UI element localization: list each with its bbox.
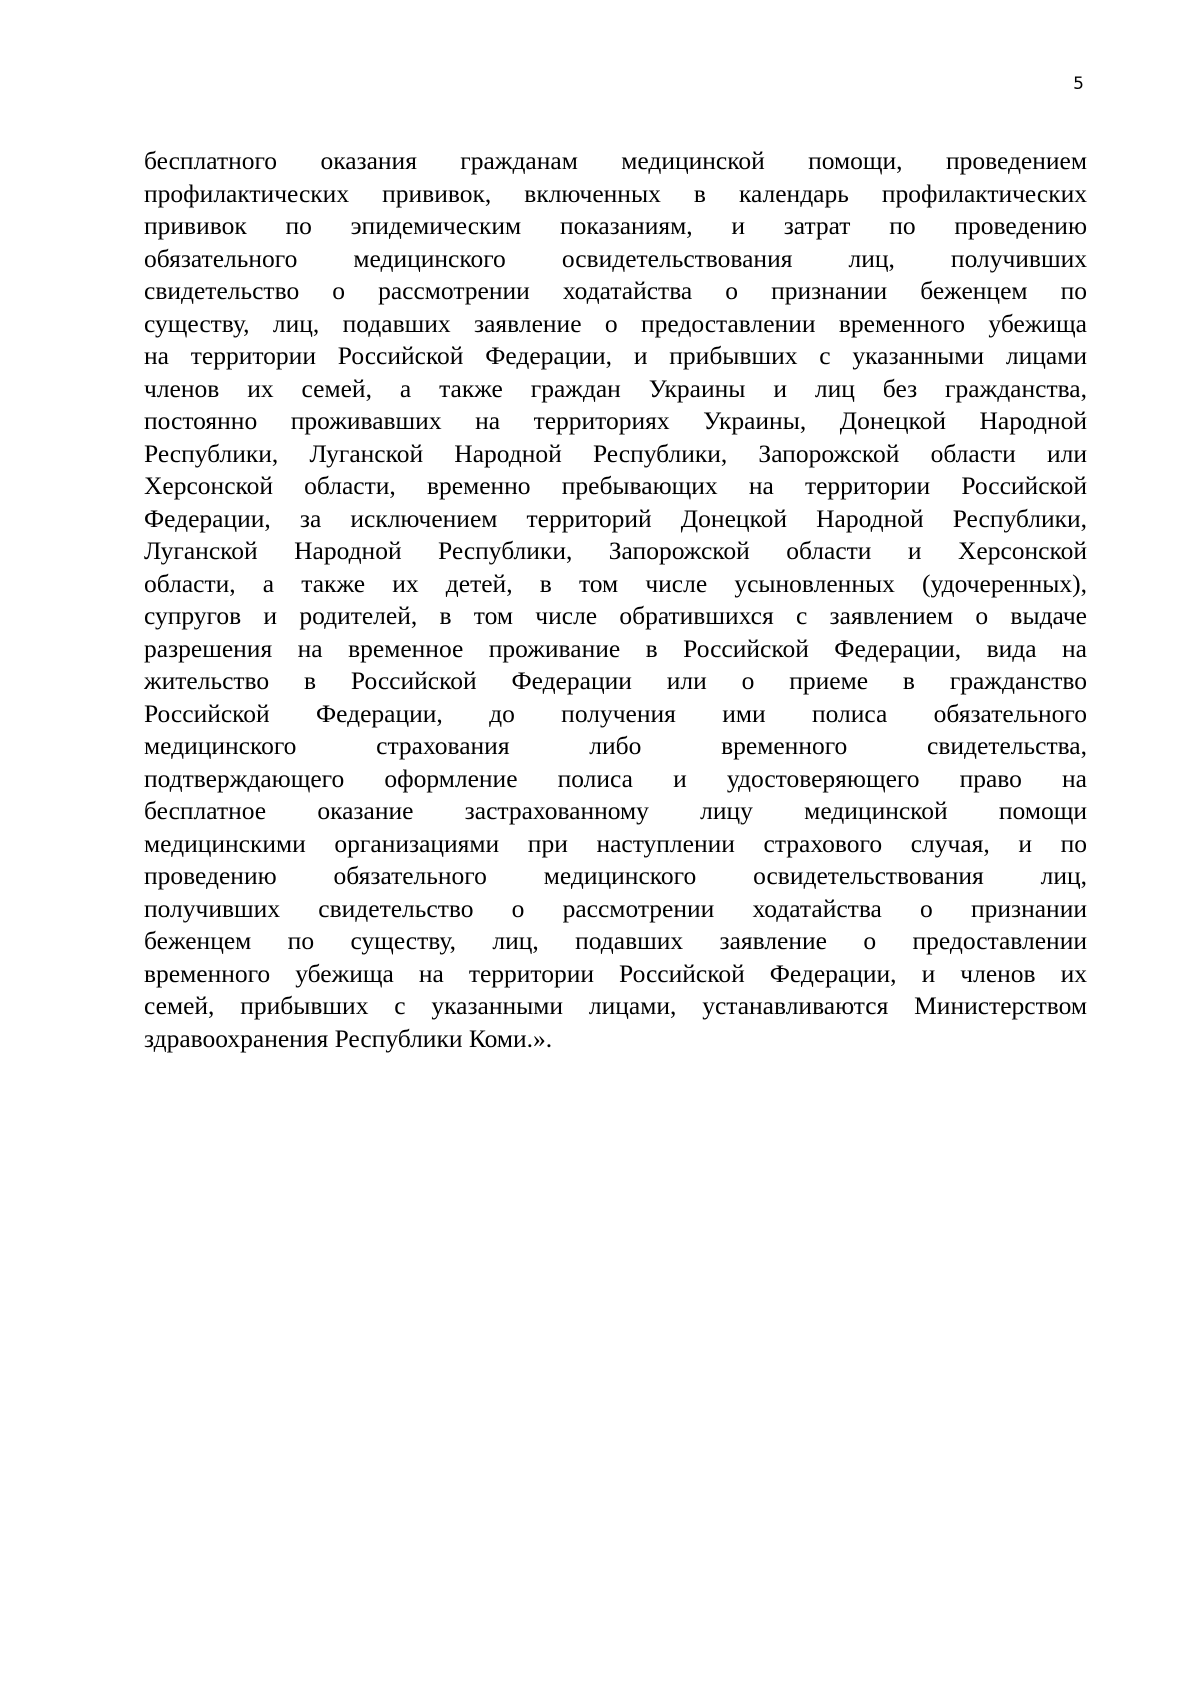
text-line: медицинского страхования либо временного свидетельства,	[144, 731, 1087, 760]
text-line: бесплатного оказания гражданам медицинской помощи, проведением	[144, 146, 1087, 175]
text-line: Херсонской области, временно пребывающих на территории Российской	[144, 471, 1087, 500]
text-line: разрешения на временное проживание в Российской Федерации, вида на	[144, 633, 1087, 663]
text-line: подтверждающего оформление полиса и удостоверяющего право на	[144, 763, 1087, 793]
text-line: профилактических прививок, включенных в календарь профилактических	[144, 178, 1087, 208]
text-line: супругов и родителей, в том числе обратившихся с заявлением о выдаче	[144, 601, 1087, 630]
text-line: постоянно проживавших на территориях Украины, Донецкой Народной	[144, 406, 1087, 435]
text-line: беженцем по существу, лиц, подавших заявление о предоставлении	[144, 926, 1087, 955]
text-line: Луганской Народной Республики, Запорожской области и Херсонской	[144, 536, 1087, 565]
text-line-last: здравоохранения Республики Коми.».	[144, 1023, 553, 1053]
text-line: проведению обязательного медицинского освидетельствования лиц,	[144, 861, 1087, 890]
text-line: на территории Российской Федерации, и прибывших с указанными лицами	[144, 341, 1087, 370]
text-line: Федерации, за исключением территорий Донецкой Народной Республики,	[144, 503, 1087, 533]
text-line: семей, прибывших с указанными лицами, устанавливаются Министерством	[144, 991, 1087, 1020]
text-line: области, а также их детей, в том числе усыновленных (удочеренных),	[144, 568, 1087, 598]
text-line: бесплатное оказание застрахованному лицу медицинской помощи	[144, 796, 1087, 825]
text-line: временного убежища на территории Российской Федерации, и членов их	[144, 958, 1087, 988]
text-line: Российской Федерации, до получения ими полиса обязательного	[144, 698, 1087, 728]
page-number: 5	[1073, 74, 1084, 94]
text-line: получивших свидетельство о рассмотрении ходатайства о признании	[144, 893, 1087, 923]
text-line: обязательного медицинского освидетельствования лиц, получивших	[144, 243, 1087, 273]
text-line: свидетельство о рассмотрении ходатайства о признании беженцем по	[144, 276, 1087, 305]
text-line: медицинскими организациями при наступлении страхового случая, и по	[144, 828, 1087, 858]
text-line: членов их семей, а также граждан Украины и лиц без гражданства,	[144, 373, 1087, 403]
text-line: Республики, Луганской Народной Республики, Запорожской области или	[144, 438, 1087, 468]
text-line: жительство в Российской Федерации или о приеме в гражданство	[144, 666, 1087, 695]
body-paragraph	[144, 145, 1087, 1055]
text-line: прививок по эпидемическим показаниям, и затрат по проведению	[144, 211, 1087, 240]
text-line: существу, лиц, подавших заявление о предоставлении временного убежища	[144, 308, 1087, 338]
